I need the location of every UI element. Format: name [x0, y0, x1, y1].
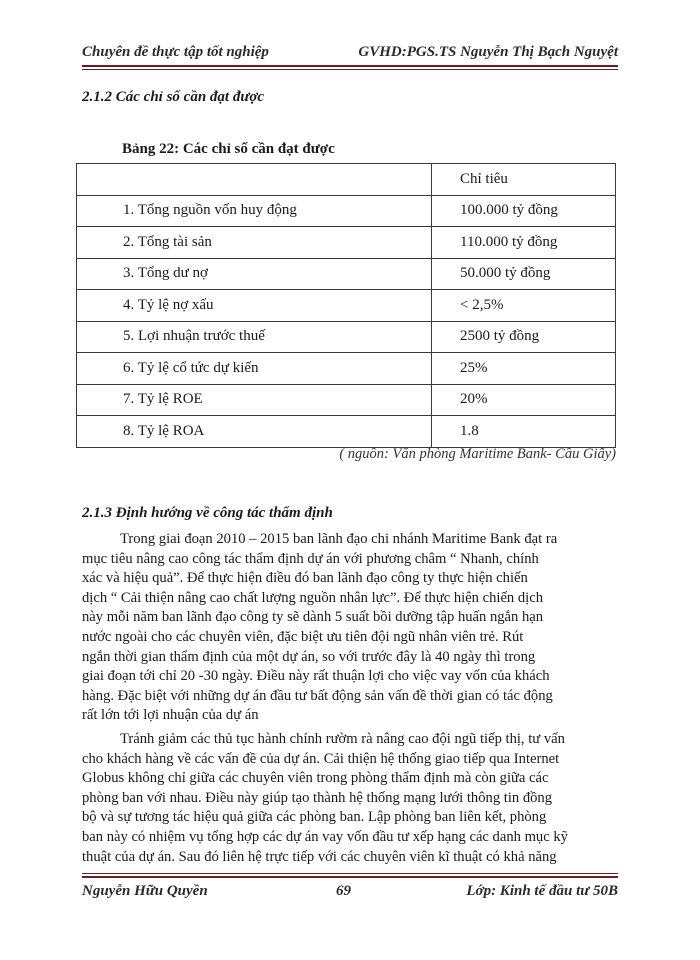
page-number: 69	[336, 883, 351, 899]
footer-author: Nguyễn Hữu Quyền	[82, 883, 208, 899]
indicator-value: 100.000 tỷ đồng	[432, 195, 616, 227]
indicator-name: 2. Tổng tài sản	[77, 227, 432, 259]
table-header-cell: Chỉ tiêu	[432, 164, 616, 196]
indicators-table	[76, 163, 616, 448]
header-rule	[82, 65, 618, 67]
text-line: cho khách hàng về các vấn đề của dự án. Cải thiện hệ thống giao tiếp qua Internet	[82, 750, 560, 767]
indicator-value: 50.000 tỷ đồng	[432, 258, 616, 290]
text-line: ngắn thời gian thẩm định của một dự án, so với trước đây là 40 ngày thì trong	[82, 648, 536, 665]
text-line: nước ngoài cho các chuyên viên, đặc biệt ưu tiên đội ngũ nhân viên trẻ. Rút	[82, 628, 524, 645]
footer-rule-thin	[82, 873, 618, 874]
indicator-value: 1.8	[432, 416, 616, 448]
header-supervisor: GVHD:PGS.TS Nguyễn Thị Bạch Nguyệt	[358, 44, 618, 60]
footer-rule	[82, 876, 618, 878]
table-caption: Bảng 22: Các chỉ số cần đạt được	[122, 141, 335, 157]
indicator-name: 4. Tỷ lệ nợ xấu	[77, 290, 432, 322]
text-line: này mỗi năm ban lãnh đạo công ty sẽ dành 5 suất bồi dưỡng tập huấn ngắn hạn	[82, 609, 544, 626]
header-rule-thin	[82, 69, 618, 70]
text-line: phòng ban với nhau. Điều này giúp tạo thành hệ thống mạng lưới thông tin đồng	[82, 789, 553, 806]
text-line: ban này có nhiệm vụ tổng hợp các dự án vay vốn đầu tư xếp hạng các danh mục kỹ	[82, 828, 568, 845]
table-row	[77, 353, 616, 385]
text-line: hàng. Đặc biệt với những dự án đầu tư bất động sản vấn đề thời gian có tác động	[82, 687, 553, 704]
indicator-value: 25%	[432, 353, 616, 385]
table-row	[77, 258, 616, 290]
text-line: giai đoạn tới chỉ 20 -30 ngày. Điều này rất thuận lợi cho việc vay vốn của khách	[82, 668, 550, 685]
indicator-name: 5. Lợi nhuận trước thuế	[77, 321, 432, 353]
indicator-name: 1. Tổng nguồn vốn huy động	[77, 195, 432, 227]
text-line: xác và hiệu quả”. Để thực hiện điều đó ban lãnh đạo công ty thực hiện chiến	[82, 570, 528, 587]
text-line: mục tiêu nâng cao công tác thẩm định dự án với phương châm “ Nhanh, chính	[82, 550, 539, 567]
text-line: bộ và sự tương tác hiệu quả giữa các phòng ban. Lập phòng ban liên kết, phòng	[82, 809, 547, 826]
indicator-value: 2500 tỷ đồng	[432, 321, 616, 353]
table-header-cell	[77, 164, 432, 196]
indicator-value: 110.000 tỷ đồng	[432, 227, 616, 259]
text-line: Globus không chỉ giữa các chuyên viên trong phòng thẩm định mà còn giữa các	[82, 770, 549, 787]
text-line: Trong giai đoạn 2010 – 2015 ban lãnh đạo chi nhánh Maritime Bank đạt ra	[120, 531, 558, 547]
indicator-name: 8. Tỷ lệ ROA	[77, 416, 432, 448]
table-header-row	[77, 164, 616, 196]
indicator-value: < 2,5%	[432, 290, 616, 322]
section-heading-212: 2.1.2 Các chỉ số cần đạt được	[82, 89, 265, 105]
section-heading-213: 2.1.3 Định hướng về công tác thẩm định	[82, 505, 333, 521]
table-row	[77, 384, 616, 416]
header-course-title: Chuyên đề thực tập tốt nghiệp	[82, 44, 269, 60]
text-line: thuật của dự án. Sau đó liên hệ trực tiếp với các chuyên viên kĩ thuật có khả năng	[82, 848, 557, 865]
table-row	[77, 416, 616, 448]
paragraph-2	[82, 730, 616, 867]
table-row	[77, 290, 616, 322]
indicator-name: 3. Tổng dư nợ	[77, 258, 432, 290]
text-line: rất lớn tới lợi nhuận của dự án	[82, 707, 259, 724]
indicator-value: 20%	[432, 384, 616, 416]
table-row	[77, 321, 616, 353]
text-line: dịch “ Cải thiện nâng cao chất lượng nguồn nhân lực”. Để thực hiện chiến dịch	[82, 589, 544, 606]
text-line: Tránh giảm các thủ tục hành chính rườm rà nâng cao đội ngũ tiếp thị, tư vấn	[120, 731, 565, 747]
table-source-note: ( nguồn: Văn phòng Maritime Bank- Cầu Giấy)	[339, 446, 616, 462]
indicator-name: 6. Tỷ lệ cổ tức dự kiến	[77, 353, 432, 385]
indicator-name: 7. Tỷ lệ ROE	[77, 384, 432, 416]
footer-class: Lớp: Kinh tế đầu tư 50B	[466, 883, 618, 899]
table-row	[77, 227, 616, 259]
paragraph-1	[82, 530, 616, 726]
table-row	[77, 195, 616, 227]
